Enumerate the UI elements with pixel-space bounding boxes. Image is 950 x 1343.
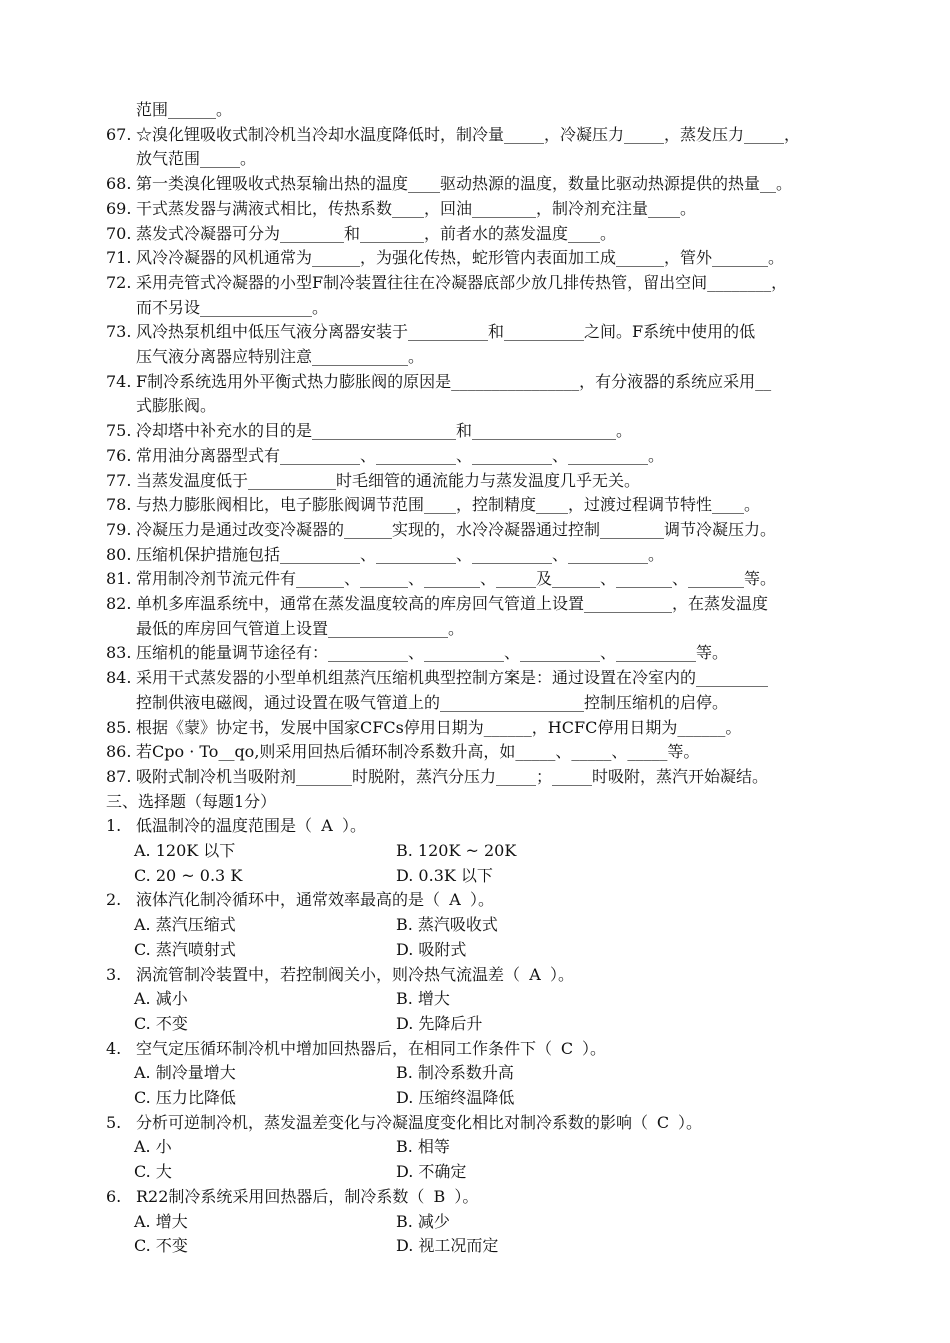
choice-option: A. 小 [134,1137,172,1157]
choice-option: D. 0.3K 以下 [396,865,493,885]
question-number: 75. [106,421,132,441]
choice-option: C. 压力比降低 [134,1088,236,1107]
choice-option: D. 视工况而定 [396,1236,499,1256]
question-text: 若Cpo · To__qo,则采用回热后循环制冷系数升高，如_____、_____、_____等。 [136,742,700,762]
fill-line [106,765,906,790]
question-text: 干式蒸发器与满液式相比，传热系数____，回油________，制冷剂充注量____。 [136,198,697,218]
choice-option: A. 制冷量增大 [134,1063,236,1083]
fill-line [106,246,906,271]
answer-letter: A [449,890,461,910]
fill-line [106,740,906,765]
stem-close: ）。 [582,1038,607,1058]
answer-letter: A [529,964,541,984]
question-text: 压气液分离器应特别注意____________。 [136,347,425,366]
question-number: 84. [106,668,132,688]
question-text: 冷却塔中补充水的目的是__________________和__________________。 [136,421,633,441]
choice-question-stem [106,1037,906,1062]
question-text: 蒸发式冷凝器可分为________和________，前者水的蒸发温度____。 [136,223,617,243]
question-text: F制冷系统选用外平衡式热力膨胀阀的原因是________________，有分液器的系统应采用__ [136,371,772,391]
question-text: 控制供液电磁阀，通过设置在吸气管道上的__________________控制压缩机的启停。 [136,692,729,712]
choice-option: D. 压缩终温降低 [396,1088,515,1107]
choice-question-stem [106,1111,906,1136]
stem-close: ）。 [342,816,367,836]
question-number: 76. [106,445,132,465]
fill-line [106,419,906,444]
fill-line [106,543,906,568]
fill-line [106,296,906,321]
fill-line [106,493,906,518]
choice-question-stem [106,963,906,988]
stem-close: ）。 [550,964,575,984]
question-number: 78. [106,495,132,515]
fill-line [106,567,906,592]
choice-option: C. 大 [134,1162,172,1182]
choice-option: B. 制冷系数升高 [396,1063,514,1083]
fill-line [106,469,906,494]
question-number: 85. [106,717,132,737]
question-number: 67. [106,124,132,144]
choice-question-stem [106,814,906,839]
question-number: 72. [106,272,132,292]
choice-option: B. 增大 [396,989,450,1009]
stem-text: 涡流管制冷装置中，若控制阀关小，则冷热气流温差（ [136,964,521,984]
answer-letter: C [656,1112,670,1132]
choice-option: B. 120K ~ 20K [396,841,517,860]
question-number: 68. [106,174,132,194]
fill-line [106,147,906,172]
choice-option: D. 不确定 [396,1162,467,1182]
answer-letter: B [433,1186,446,1206]
question-text: 风冷冷凝器的风机通常为______，为强化传热，蛇形管内表面加工成______，管外_______。 [136,248,785,268]
question-text: ☆溴化锂吸收式制冷机当冷却水温度降低时，制冷量_____，冷凝压力_____，蒸发压力_____， [136,124,801,144]
question-text: 第一类溴化锂吸收式热泵输出热的温度____驱动热源的温度，数量比驱动热源提供的热量__。 [136,174,793,194]
question-text: 常用制冷剂节流元件有______、______、_______、_____及______、_______、_______等。 [136,569,777,589]
fill-line [106,444,906,469]
question-text: 当蒸发温度低于___________时毛细管的通流能力与蒸发温度几乎无关。 [136,470,641,490]
fill-line [106,320,906,345]
fill-line [106,617,906,642]
question-number: 74. [106,371,132,391]
fill-line [106,641,906,666]
fill-line [106,716,906,741]
stem-text: 液体汽化制冷循环中，通常效率最高的是（ [136,890,441,910]
question-text: 常用油分离器型式有__________、__________、__________、__________。 [136,445,665,465]
choice-option: A. 减小 [134,989,188,1009]
choice-option: D. 吸附式 [396,939,467,959]
fill-line [106,592,906,617]
fill-line [106,345,906,370]
question-text: 吸附式制冷机当吸附剂_______时脱附，蒸汽分压力_____；_____时吸附，蒸汽开始凝结。 [136,766,769,786]
question-number: 77. [106,470,132,490]
question-text: 采用干式蒸发器的小型单机组蒸汽压缩机典型控制方案是：通过设置在冷室内的_________ [136,668,769,688]
question-text: 与热力膨胀阀相比，电子膨胀阀调节范围____，控制精度____，过渡过程调节特性____。 [136,495,761,515]
fill-line [106,394,906,419]
question-text: 放气范围_____。 [136,149,257,169]
question-number: 3. [106,964,122,984]
stem-close: ）。 [454,1186,479,1206]
question-number: 69. [106,198,132,218]
fill-line [106,98,906,123]
question-number: 73. [106,322,132,342]
question-text: 风冷热泵机组中低压气液分离器安装于__________和__________之间。F系统中使用的低 [136,322,756,342]
stem-text: 低温制冷的温度范围是（ [136,816,313,836]
question-number: 83. [106,643,132,663]
answer-letter: A [321,816,333,836]
question-text: 根据《蒙》协定书，发展中国家CFCs停用日期为______，HCFC停用日期为______。 [136,717,742,737]
fill-line [106,370,906,395]
question-text: 最低的库房回气管道上设置_______________。 [136,618,465,638]
question-text: 单机多库温系统中，通常在蒸发温度较高的库房回气管道上设置___________，在蒸发温度 [136,594,769,613]
fill-line [106,518,906,543]
choice-option: B. 蒸汽吸收式 [396,915,498,935]
answer-letter: C [560,1038,574,1058]
question-number: 80. [106,544,132,564]
question-number: 82. [106,594,132,613]
fill-line [106,691,906,716]
section-title: 三、选择题（每题1分） [106,791,277,811]
question-number: 4. [106,1038,122,1058]
choice-question-stem [106,888,906,913]
question-text: 压缩机的能量调节途径有：__________、__________、__________、__________等。 [136,643,729,663]
question-text: 压缩机保护措施包括__________、__________、__________、__________。 [136,544,665,564]
fill-line [106,172,906,197]
choice-option: B. 相等 [396,1137,450,1157]
question-number: 71. [106,248,132,268]
question-number: 86. [106,742,132,762]
question-text: 冷凝压力是通过改变冷凝器的______实现的，水冷冷凝器通过控制________调节冷凝压力。 [136,519,777,539]
fill-line [106,197,906,222]
choice-option: A. 蒸汽压缩式 [134,915,236,935]
choice-option: A. 120K 以下 [134,841,236,860]
stem-text: R22制冷系统采用回热器后，制冷系数（ [136,1186,425,1206]
choice-option: C. 不变 [134,1013,188,1033]
question-number: 87. [106,766,132,786]
question-text: 采用壳管式冷凝器的小型F制冷装置往往在冷凝器底部少放几排传热管，留出空间________， [136,272,788,292]
question-number: 2. [106,890,122,910]
fill-line [106,123,906,148]
fill-line [106,666,906,691]
question-number: 81. [106,569,132,589]
question-text: 范围______。 [136,100,233,119]
choice-option: A. 增大 [134,1211,188,1231]
question-number: 79. [106,519,132,539]
fill-line [106,222,906,247]
question-number: 5. [106,1112,122,1132]
fill-line [106,271,906,296]
stem-text: 空气定压循环制冷机中增加回热器后，在相同工作条件下（ [136,1038,553,1058]
question-number: 70. [106,223,132,243]
choice-option: D. 先降后升 [396,1013,483,1033]
choice-option: C. 蒸汽喷射式 [134,939,236,959]
stem-close: ）。 [470,890,495,910]
stem-close: ）。 [678,1112,703,1132]
question-text: 而不另设______________。 [136,297,329,317]
choice-option: C. 20 ~ 0.3 K [134,865,243,885]
choice-option: B. 减少 [396,1211,450,1231]
stem-text: 分析可逆制冷机，蒸发温差变化与冷凝温度变化相比对制冷系数的影响（ [136,1112,649,1132]
question-number: 6. [106,1186,122,1206]
choice-option: C. 不变 [134,1236,188,1256]
choice-question-stem [106,1185,906,1210]
question-number: 1. [106,816,122,836]
question-text: 式膨胀阀。 [136,396,217,416]
